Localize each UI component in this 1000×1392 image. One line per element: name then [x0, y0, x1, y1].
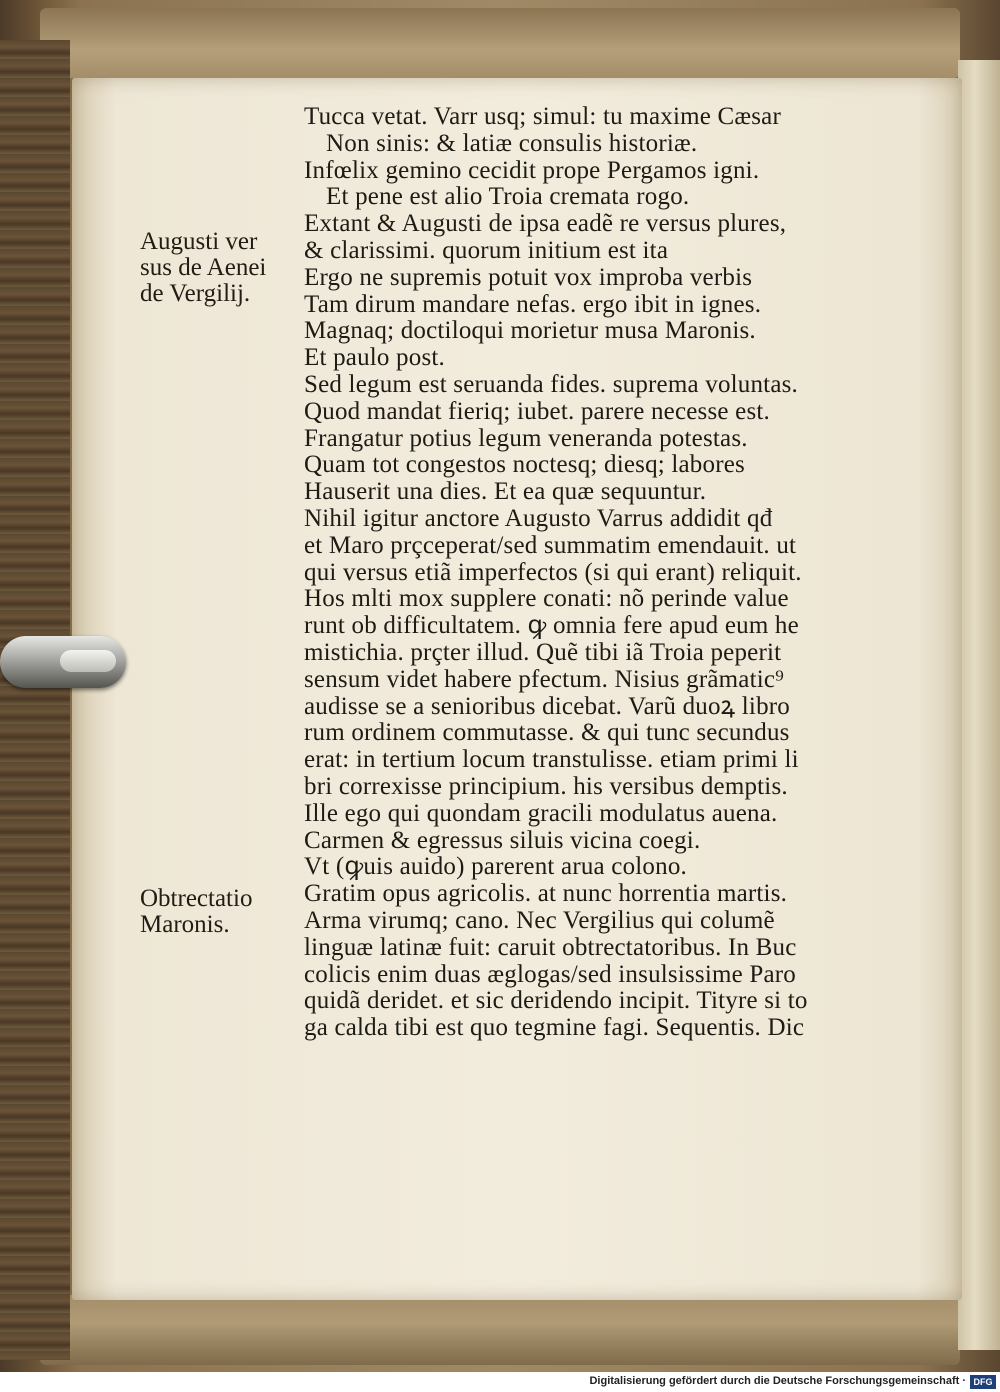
- text-line: Et paulo post.: [304, 344, 445, 372]
- text-line: sensum videt habere pfectum. Nisius grãmatic⁹: [304, 665, 785, 693]
- cover-top-edge: [40, 8, 960, 78]
- text-line: Vt (ꝙuis auido) parerent arua colono.: [304, 853, 687, 881]
- book-spine: [0, 40, 70, 1360]
- marginal-note-obtrectatio: [140, 886, 252, 938]
- footer-credit: Digitalisierung gefördert durch die Deutsche Forschungsgemeinschaft ·: [589, 1375, 966, 1387]
- text-line: audisse se a senioribus dicebat. Varũ duoꝝ libro: [304, 692, 790, 720]
- text-line: Carmen & egressus siluis vicina coegi.: [304, 826, 701, 854]
- marginal-line: sus de Aenei: [140, 254, 267, 281]
- text-line: rum ordinem commutasse. & qui tunc secundus: [304, 719, 790, 747]
- text-line: Hauserit una dies. Et ea quæ sequuntur.: [304, 478, 707, 506]
- text-line: Infœlix gemino cecidit prope Pergamos igni.: [304, 156, 760, 184]
- text-line: Hos mlti mox supplere conati: nõ perinde value: [304, 585, 789, 613]
- text-line: colicis enim duas æglogas/sed insulsissime Paro: [304, 960, 797, 988]
- facing-page-edge: [958, 60, 1000, 1350]
- text-line: Ergo ne supremis potuit vox improba verbis: [304, 263, 753, 291]
- text-line: runt ob difficultatem. ꝙ omnia fere apud eum he: [304, 612, 799, 640]
- text-line: erat: in tertium locum transtulisse. etiam primi li: [304, 746, 799, 774]
- text-line: Tucca vetat. Varr usq; simul: tu maxime Cæsar: [304, 103, 782, 130]
- text-line: Tam dirum mandare nefas. ergo ibit in ignes.: [304, 290, 762, 318]
- text-line: Sed legum est seruanda fides. suprema voluntas.: [304, 370, 799, 398]
- marginal-line: de Vergilij.: [140, 280, 251, 307]
- text-line: mistichia. prçter illud. Quẽ tibi iã Troia peperit: [304, 638, 782, 666]
- text-line: Extant & Augusti de ipsa eadẽ re versus plures,: [304, 210, 787, 238]
- text-line: Quod mandat fieriq; iubet. parere necesse est.: [304, 397, 770, 425]
- text-line: Arma virumq; cano. Nec Vergilius qui columẽ: [304, 906, 775, 934]
- text-line: et Maro prçceperat/sed summatim emendauit. ut: [304, 531, 797, 559]
- marginal-line: Maronis.: [140, 911, 230, 938]
- clasp-highlight: [60, 650, 116, 672]
- marginal-line: Augusti ver: [140, 228, 258, 255]
- text-line: Nihil igitur anctore Augusto Varrus addidit qđ: [304, 504, 773, 532]
- text-line: Non sinis: & latiæ consulis historiæ.: [326, 129, 698, 157]
- text-line: bri correxisse principium. his versibus demptis.: [304, 772, 788, 800]
- text-line: Quam tot congestos noctesq; diesq; labores: [304, 451, 745, 479]
- text-line: Magnaq; doctiloqui morietur musa Maronis.: [304, 317, 756, 345]
- cover-bottom-edge: [40, 1295, 960, 1365]
- text-line: Gratim opus agricolis. at nunc horrentia martis.: [304, 880, 788, 908]
- dfg-logo-badge: DFG: [970, 1375, 996, 1389]
- text-line: Et pene est alio Troia cremata rogo.: [326, 183, 690, 211]
- marginal-note-augusti: [140, 229, 266, 307]
- text-line: qui versus etiã imperfectos (si qui erant) reliquit.: [304, 558, 802, 586]
- text-line: & clarissimi. quorum initium est ita: [304, 236, 669, 264]
- main-text-block: [304, 104, 884, 1042]
- text-line: linguæ latinæ fuit: caruit obtrectatoribus. In Buc: [304, 933, 797, 961]
- text-line: Frangatur potius legum veneranda potestas.: [304, 424, 748, 452]
- text-line: quidã deridet. et sic deridendo incipit. Tityre si to: [304, 987, 808, 1015]
- text-line: Ille ego qui quondam gracili modulatus auena.: [304, 799, 778, 827]
- marginal-line: Obtrectatio: [140, 885, 253, 912]
- text-line: ga calda tibi est quo tegmine fagi. Sequentis. Dic: [304, 1014, 805, 1042]
